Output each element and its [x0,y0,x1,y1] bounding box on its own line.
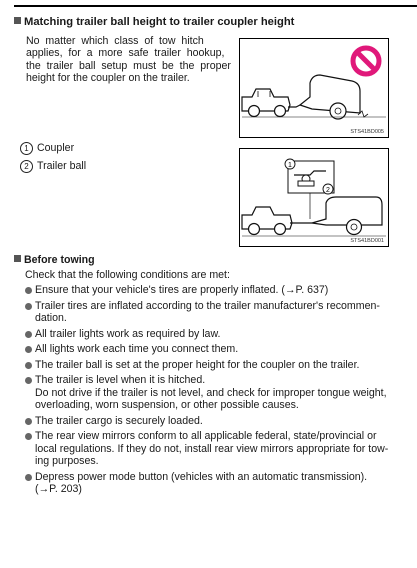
bullet-icon [25,474,32,481]
figure-code: STS41BD005 [350,129,384,135]
bullet-icon [25,346,32,353]
item-line: (→P. 203) [35,483,82,496]
item-line: All lights work each time you connect them. [35,343,239,356]
item-line: The trailer is level when it is hitched. [35,374,206,387]
item-line: ing purposes. [35,455,99,468]
bullet-icon [25,331,32,338]
prohibit-icon [353,48,379,74]
list-item [25,374,405,411]
illustration-truck-trailer-level [240,149,388,246]
figure-code: STS41BD001 [350,238,384,244]
section-title-ball-height [14,16,294,28]
section-title-before-towing [14,254,95,266]
figure-improper-hookup [239,38,389,138]
list-item [25,415,405,427]
item-line: local regulations. If they do not, install rear view mirrors appropriate for tow- [35,442,389,455]
body-line: height for the coupler on the trailer. [26,72,190,85]
legend-trailer-ball [20,160,86,173]
item-line: All trailer lights work as required by law. [35,327,221,340]
item-line: Depress power mode button (vehicles with an automatic transmission). [35,470,368,483]
checklist [25,284,405,499]
bullet-icon [25,433,32,440]
list-item [25,284,405,296]
item-line: The trailer cargo is securely loaded. [35,414,203,427]
body-line: No matter which class of tow hitch [26,35,204,47]
list-item [25,328,405,340]
item-line: Trailer tires are inflated according to the trailer manufacturer's recommen- [35,299,380,312]
top-rule [14,5,417,7]
section1-body [26,35,230,85]
body-line: applies, for a more safe trailer hookup, [26,47,225,60]
callout-number: 2 [20,160,33,173]
list-item [25,471,405,496]
item-line: The rear view mirrors conform to all applicable federal, state/provincial or [35,430,377,443]
item-line: overloading, worn suspension, or other possible causes. [35,399,299,412]
legend-label: Coupler [37,142,75,154]
heading-square-icon [14,255,21,262]
heading-square-icon [14,17,21,24]
item-line: Do not drive if the trailer is not level, and check for improper tongue weight, [35,386,387,399]
legend-coupler [20,142,74,155]
legend-label: Trailer ball [37,160,87,172]
illustration-truck-trailer-tilted [240,39,388,137]
section-title-text: Before towing [24,254,95,266]
list-item [25,300,405,325]
callout-2: 2 [326,187,330,194]
bullet-icon [25,377,32,384]
bullet-icon [25,362,32,369]
body-line: the trailer ball setup must be the proper [26,59,231,72]
section-title-text: Matching trailer ball height to trailer coupler height [24,16,295,28]
callout-number: 1 [20,142,33,155]
item-line: The trailer ball is set at the proper height for the coupler on the trailer. [35,358,360,371]
figure-proper-hookup [239,148,389,247]
item-line: Ensure that your vehicle's tires are properly inflated. (→P. 637) [35,284,329,296]
callout-1: 1 [288,162,292,169]
item-line: dation. [35,312,67,324]
list-item [25,343,405,355]
list-item [25,430,405,467]
list-item [25,359,405,371]
bullet-icon [25,287,32,294]
bullet-icon [25,418,32,425]
section2-intro: Check that the following conditions are met: [25,269,230,281]
bullet-icon [25,303,32,310]
